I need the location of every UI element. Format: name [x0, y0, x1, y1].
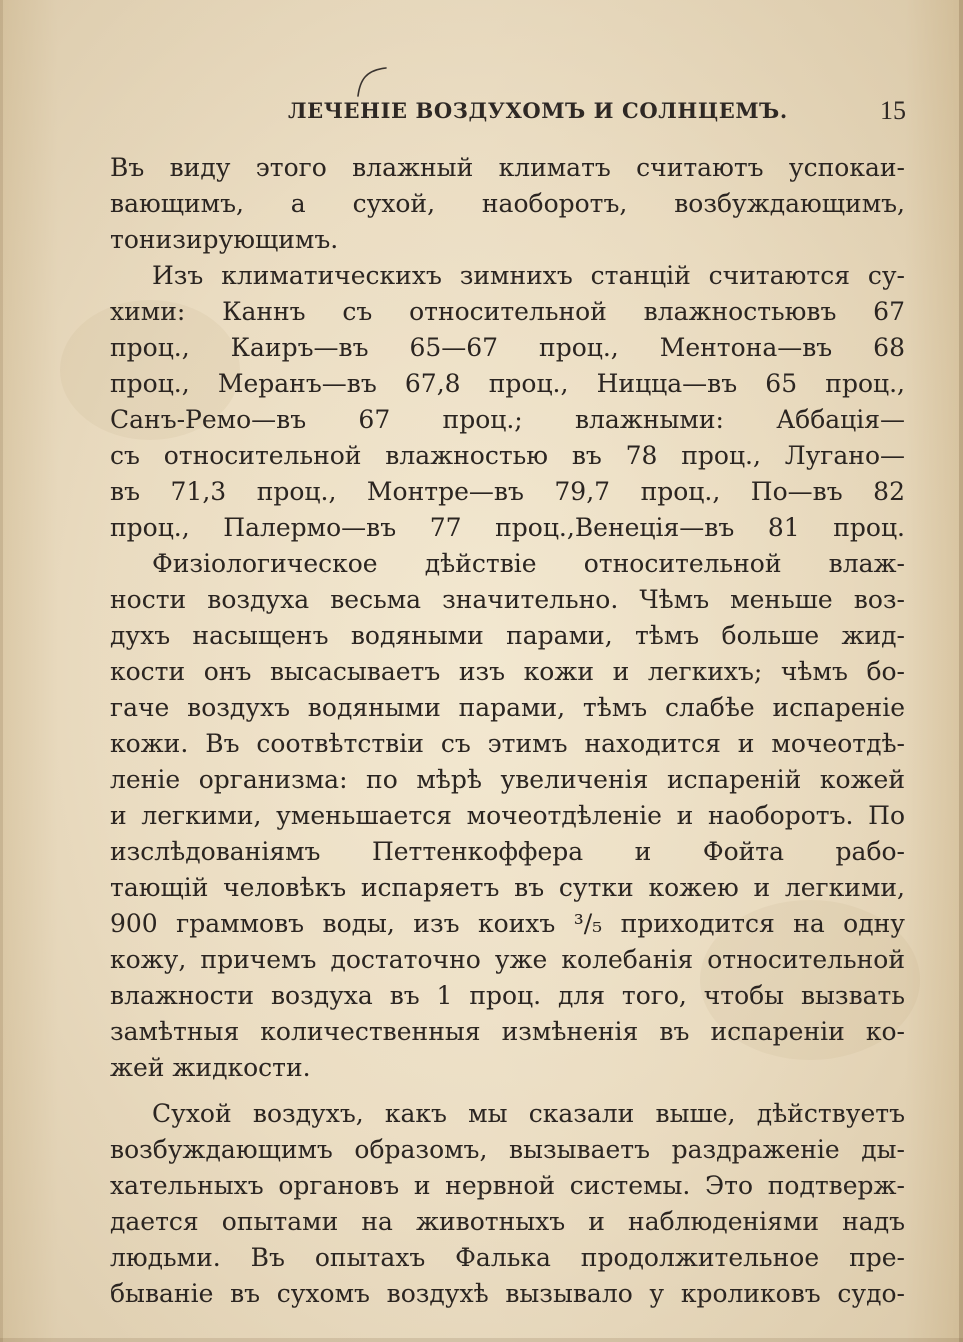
running-header [108, 92, 908, 132]
text-line: съ относительной влажностью въ 78 проц., Лугано— [110, 441, 905, 470]
text-line: ности воздуха весьма значительно. Чѣмъ меньше воз- [110, 585, 905, 614]
text-line: дается опытами на животныхъ и наблюденіями надъ [110, 1207, 905, 1236]
text-line: вающимъ, а сухой, наоборотъ, возбуждающимъ, [110, 189, 905, 218]
text-line: Санъ-Ремо—въ 67 проц.; влажными: Аббація— [110, 405, 905, 434]
text-line: Изъ климатическихъ зимнихъ станцій считаются су- [152, 261, 905, 290]
text-line: влажности воздуха въ 1 проц. для того, чтобы вызвать [110, 981, 905, 1010]
text-line: и легкими, уменьшается мочеотдѣленіе и наоборотъ. По [110, 801, 905, 830]
running-header-title: ЛЕЧЕНІЕ ВОЗДУХОМЪ И СОЛНЦЕМЪ. [288, 98, 788, 123]
text-line: хательныхъ органовъ и нервной системы. Это подтверж- [110, 1171, 905, 1200]
text-line: леніе организма: по мѣрѣ увеличенія испареній кожей [110, 765, 905, 794]
text-line: кости онъ высасываетъ изъ кожи и легкихъ; чѣмъ бо- [110, 657, 905, 686]
paragraph [110, 150, 905, 258]
text-line: Физіологическое дѣйствіе относительной влаж- [152, 549, 905, 578]
text-line: проц., Меранъ—въ 67,8 проц., Ницца—въ 65 проц., [110, 369, 905, 398]
text-line: бываніе въ сухомъ воздухѣ вызывало у кроликовъ судо- [110, 1279, 905, 1308]
text-line: проц., Каиръ—въ 65—67 проц., Ментона—въ 68 [110, 333, 905, 362]
paragraph [110, 546, 905, 1086]
text-line: въ 71,3 проц., Монтре—въ 79,7 проц., По—въ 82 [110, 477, 905, 506]
text-line: тонизирующимъ. [110, 225, 339, 254]
paragraph [110, 1096, 905, 1312]
text-line: изслѣдованіямъ Петтенкоффера и Фойта рабо- [110, 837, 905, 866]
text-line: проц., Палермо—въ 77 проц.,Венеція—въ 81 проц. [110, 513, 905, 542]
text-line: людьми. Въ опытахъ Фалька продолжительное пре- [110, 1243, 905, 1272]
page-edge-right [959, 0, 963, 1342]
text-line: кожи. Въ соотвѣтствіи съ этимъ находится и мочеотдѣ- [110, 729, 905, 758]
text-line: гаче воздухъ водяными парами, тѣмъ слабѣе испареніе [110, 693, 905, 722]
body-text [110, 150, 905, 1312]
text-line: хими: Каннъ съ относительной влажностьювъ 67 [110, 297, 905, 326]
text-line: жей жидкости. [110, 1053, 311, 1082]
page-edge-left [0, 0, 3, 1342]
text-line: тающій человѣкъ испаряетъ въ сутки кожею и легкими, [110, 873, 905, 902]
paragraph [110, 258, 905, 546]
text-line: духъ насыщенъ водяными парами, тѣмъ больше жид- [110, 621, 905, 650]
text-line: Въ виду этого влажный климатъ считаютъ успокаи- [110, 153, 905, 182]
page-number: 15 [880, 96, 906, 125]
paragraph-gap [110, 1086, 905, 1096]
text-line: кожу, причемъ достаточно уже колебанія относительной [110, 945, 905, 974]
text-line: возбуждающимъ образомъ, вызываетъ раздраженіе ды- [110, 1135, 905, 1164]
text-line: замѣтныя количественныя измѣненія въ испареніи ко- [110, 1017, 905, 1046]
text-line: Сухой воздухъ, какъ мы сказали выше, дѣйствуетъ [152, 1099, 905, 1128]
page-edge-bottom [0, 1338, 963, 1342]
text-line: 900 граммовъ воды, изъ коихъ ³/₅ приходится на одну [110, 909, 905, 938]
